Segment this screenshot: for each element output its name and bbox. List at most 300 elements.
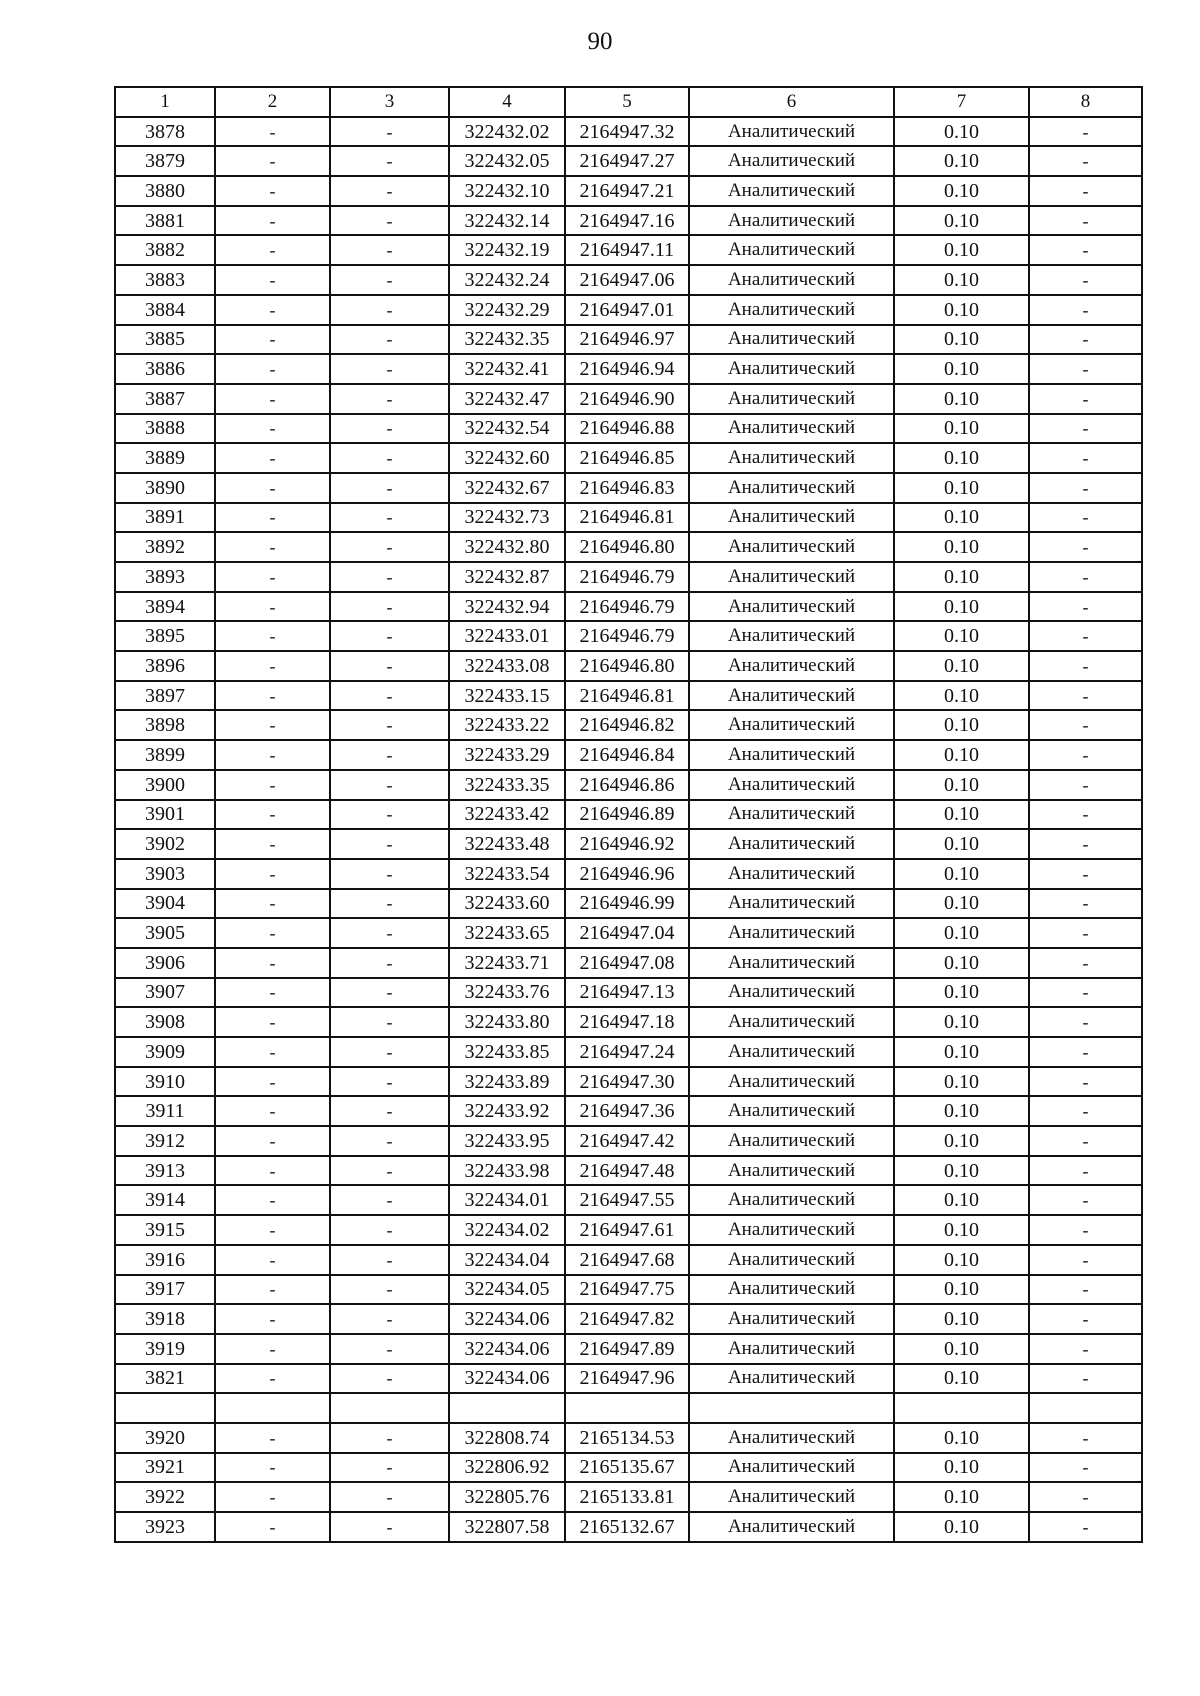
cell-col-8: -	[1029, 918, 1142, 948]
cell-accuracy: 0.10	[894, 265, 1029, 295]
cell-method: Аналитический	[689, 1334, 894, 1364]
cell-accuracy: 0.10	[894, 473, 1029, 503]
cell-point-number: 3915	[115, 1215, 215, 1245]
cell-col-3: -	[330, 1067, 449, 1097]
cell-point-number: 3912	[115, 1126, 215, 1156]
table-row	[115, 1215, 1142, 1245]
cell-col-3: -	[330, 1156, 449, 1186]
cell-method: Аналитический	[689, 384, 894, 414]
cell-col-8: -	[1029, 473, 1142, 503]
cell-y-coordinate: 2164946.79	[565, 562, 689, 592]
table-row	[115, 829, 1142, 859]
cell-x-coordinate: 322805.76	[449, 1482, 565, 1512]
cell-method: Аналитический	[689, 1304, 894, 1334]
cell-col-2: -	[215, 562, 330, 592]
cell-col-3: -	[330, 800, 449, 830]
cell-y-coordinate: 2164947.89	[565, 1334, 689, 1364]
cell-accuracy: 0.10	[894, 889, 1029, 919]
coordinates-table	[114, 86, 1143, 1543]
cell-method: Аналитический	[689, 1453, 894, 1483]
cell-col-2: -	[215, 473, 330, 503]
cell-accuracy: 0.10	[894, 1215, 1029, 1245]
cell-col-3: -	[330, 1423, 449, 1453]
cell-col-3: -	[330, 651, 449, 681]
table-row	[115, 325, 1142, 355]
cell-col-2: -	[215, 740, 330, 770]
cell-col-8: -	[1029, 206, 1142, 236]
cell-point-number: 3882	[115, 235, 215, 265]
cell-col-3	[330, 1393, 449, 1423]
cell-col-8: -	[1029, 295, 1142, 325]
cell-x-coordinate: 322433.35	[449, 770, 565, 800]
cell-col-3: -	[330, 1215, 449, 1245]
cell-col-3: -	[330, 1096, 449, 1126]
table-row	[115, 384, 1142, 414]
cell-y-coordinate: 2164946.96	[565, 859, 689, 889]
cell-col-8: -	[1029, 1512, 1142, 1542]
cell-point-number: 3909	[115, 1037, 215, 1067]
cell-accuracy: 0.10	[894, 1482, 1029, 1512]
cell-y-coordinate: 2164947.68	[565, 1245, 689, 1275]
cell-col-2: -	[215, 1334, 330, 1364]
table-body	[115, 117, 1142, 1542]
cell-col-2: -	[215, 1096, 330, 1126]
cell-col-2: -	[215, 176, 330, 206]
cell-method: Аналитический	[689, 146, 894, 176]
cell-col-2: -	[215, 1423, 330, 1453]
cell-point-number: 3889	[115, 443, 215, 473]
cell-method: Аналитический	[689, 206, 894, 236]
cell-col-3: -	[330, 295, 449, 325]
cell-col-8: -	[1029, 948, 1142, 978]
cell-y-coordinate: 2164946.83	[565, 473, 689, 503]
cell-y-coordinate: 2165132.67	[565, 1512, 689, 1542]
cell-col-2: -	[215, 859, 330, 889]
cell-accuracy: 0.10	[894, 710, 1029, 740]
cell-y-coordinate: 2165134.53	[565, 1423, 689, 1453]
cell-accuracy: 0.10	[894, 1037, 1029, 1067]
cell-method: Аналитический	[689, 1423, 894, 1453]
cell-x-coordinate: 322432.87	[449, 562, 565, 592]
cell-accuracy: 0.10	[894, 206, 1029, 236]
cell-y-coordinate: 2164947.08	[565, 948, 689, 978]
cell-method: Аналитический	[689, 1275, 894, 1305]
cell-y-coordinate: 2164947.21	[565, 176, 689, 206]
cell-x-coordinate: 322433.01	[449, 621, 565, 651]
table-row	[115, 295, 1142, 325]
cell-y-coordinate: 2164946.86	[565, 770, 689, 800]
cell-method: Аналитический	[689, 1126, 894, 1156]
cell-accuracy: 0.10	[894, 1185, 1029, 1215]
cell-col-2: -	[215, 443, 330, 473]
cell-col-3: -	[330, 681, 449, 711]
table-row	[115, 1364, 1142, 1394]
cell-col-2: -	[215, 681, 330, 711]
cell-point-number: 3883	[115, 265, 215, 295]
cell-col-8: -	[1029, 1482, 1142, 1512]
cell-accuracy: 0.10	[894, 621, 1029, 651]
cell-point-number: 3906	[115, 948, 215, 978]
cell-point-number: 3896	[115, 651, 215, 681]
cell-col-8: -	[1029, 443, 1142, 473]
cell-x-coordinate: 322433.48	[449, 829, 565, 859]
cell-col-2: -	[215, 710, 330, 740]
cell-accuracy: 0.10	[894, 592, 1029, 622]
cell-accuracy: 0.10	[894, 948, 1029, 978]
cell-y-coordinate: 2164947.42	[565, 1126, 689, 1156]
cell-col-2: -	[215, 1364, 330, 1394]
cell-method: Аналитический	[689, 1364, 894, 1394]
table-row	[115, 770, 1142, 800]
cell-col-8: -	[1029, 1067, 1142, 1097]
cell-col-2	[215, 1393, 330, 1423]
cell-x-coordinate: 322432.29	[449, 295, 565, 325]
cell-accuracy: 0.10	[894, 146, 1029, 176]
cell-accuracy: 0.10	[894, 1304, 1029, 1334]
cell-col-8: -	[1029, 740, 1142, 770]
cell-point-number: 3913	[115, 1156, 215, 1186]
cell-method: Аналитический	[689, 621, 894, 651]
cell-x-coordinate: 322434.04	[449, 1245, 565, 1275]
table-row	[115, 621, 1142, 651]
cell-col-8: -	[1029, 1156, 1142, 1186]
cell-col-8: -	[1029, 1245, 1142, 1275]
cell-y-coordinate: 2164947.61	[565, 1215, 689, 1245]
cell-y-coordinate: 2164947.16	[565, 206, 689, 236]
cell-accuracy: 0.10	[894, 354, 1029, 384]
cell-x-coordinate: 322432.05	[449, 146, 565, 176]
cell-accuracy	[894, 1393, 1029, 1423]
cell-y-coordinate: 2164946.85	[565, 443, 689, 473]
cell-accuracy: 0.10	[894, 532, 1029, 562]
cell-y-coordinate	[565, 1393, 689, 1423]
cell-col-2: -	[215, 206, 330, 236]
cell-y-coordinate: 2164946.90	[565, 384, 689, 414]
cell-method: Аналитический	[689, 1245, 894, 1275]
cell-point-number: 3880	[115, 176, 215, 206]
cell-accuracy: 0.10	[894, 1007, 1029, 1037]
cell-point-number: 3894	[115, 592, 215, 622]
cell-col-8	[1029, 1393, 1142, 1423]
table-row	[115, 859, 1142, 889]
cell-col-3: -	[330, 710, 449, 740]
cell-col-8: -	[1029, 1364, 1142, 1394]
cell-point-number: 3899	[115, 740, 215, 770]
cell-accuracy: 0.10	[894, 1275, 1029, 1305]
cell-col-2: -	[215, 918, 330, 948]
cell-y-coordinate: 2164946.92	[565, 829, 689, 859]
cell-col-8: -	[1029, 829, 1142, 859]
cell-point-number: 3923	[115, 1512, 215, 1542]
table-row	[115, 1126, 1142, 1156]
cell-accuracy: 0.10	[894, 117, 1029, 147]
cell-col-8: -	[1029, 176, 1142, 206]
table-row	[115, 1185, 1142, 1215]
cell-col-2: -	[215, 1304, 330, 1334]
cell-y-coordinate: 2164946.97	[565, 325, 689, 355]
cell-method: Аналитический	[689, 710, 894, 740]
cell-x-coordinate: 322434.06	[449, 1364, 565, 1394]
cell-point-number: 3885	[115, 325, 215, 355]
cell-method: Аналитический	[689, 265, 894, 295]
cell-method: Аналитический	[689, 532, 894, 562]
cell-method: Аналитический	[689, 859, 894, 889]
table-row	[115, 1334, 1142, 1364]
table-row	[115, 918, 1142, 948]
cell-point-number: 3921	[115, 1453, 215, 1483]
cell-col-8: -	[1029, 770, 1142, 800]
cell-col-8: -	[1029, 1037, 1142, 1067]
cell-x-coordinate: 322432.14	[449, 206, 565, 236]
cell-y-coordinate: 2164946.80	[565, 532, 689, 562]
cell-col-8: -	[1029, 1215, 1142, 1245]
cell-col-3: -	[330, 503, 449, 533]
cell-col-3: -	[330, 592, 449, 622]
cell-x-coordinate: 322432.60	[449, 443, 565, 473]
cell-col-3: -	[330, 621, 449, 651]
table-row	[115, 1304, 1142, 1334]
cell-y-coordinate: 2164947.48	[565, 1156, 689, 1186]
cell-method: Аналитический	[689, 473, 894, 503]
cell-method: Аналитический	[689, 829, 894, 859]
cell-col-8: -	[1029, 1275, 1142, 1305]
cell-method: Аналитический	[689, 443, 894, 473]
cell-x-coordinate: 322806.92	[449, 1453, 565, 1483]
table-row	[115, 176, 1142, 206]
cell-col-2: -	[215, 265, 330, 295]
cell-point-number: 3920	[115, 1423, 215, 1453]
cell-y-coordinate: 2164946.79	[565, 592, 689, 622]
cell-col-3: -	[330, 1304, 449, 1334]
cell-y-coordinate: 2165133.81	[565, 1482, 689, 1512]
cell-col-2: -	[215, 621, 330, 651]
cell-col-3: -	[330, 384, 449, 414]
cell-col-3: -	[330, 1334, 449, 1364]
cell-y-coordinate: 2164947.13	[565, 978, 689, 1008]
cell-point-number: 3886	[115, 354, 215, 384]
cell-col-2: -	[215, 503, 330, 533]
cell-point-number: 3878	[115, 117, 215, 147]
cell-col-2: -	[215, 1512, 330, 1542]
cell-method: Аналитический	[689, 681, 894, 711]
cell-point-number: 3910	[115, 1067, 215, 1097]
cell-y-coordinate: 2164946.80	[565, 651, 689, 681]
cell-method: Аналитический	[689, 948, 894, 978]
cell-x-coordinate: 322433.71	[449, 948, 565, 978]
cell-method: Аналитический	[689, 592, 894, 622]
cell-method: Аналитический	[689, 176, 894, 206]
cell-x-coordinate: 322433.95	[449, 1126, 565, 1156]
cell-x-coordinate: 322432.54	[449, 414, 565, 444]
cell-point-number: 3898	[115, 710, 215, 740]
cell-accuracy: 0.10	[894, 829, 1029, 859]
table-row	[115, 1482, 1142, 1512]
cell-y-coordinate: 2164947.96	[565, 1364, 689, 1394]
cell-col-3: -	[330, 117, 449, 147]
cell-accuracy: 0.10	[894, 325, 1029, 355]
cell-x-coordinate	[449, 1393, 565, 1423]
table-row	[115, 117, 1142, 147]
cell-x-coordinate: 322433.29	[449, 740, 565, 770]
cell-col-8: -	[1029, 562, 1142, 592]
cell-method: Аналитический	[689, 1156, 894, 1186]
cell-col-3: -	[330, 1453, 449, 1483]
table-row	[115, 651, 1142, 681]
cell-col-8: -	[1029, 146, 1142, 176]
cell-accuracy: 0.10	[894, 770, 1029, 800]
cell-method: Аналитический	[689, 1185, 894, 1215]
table-row	[115, 1007, 1142, 1037]
cell-x-coordinate: 322432.35	[449, 325, 565, 355]
cell-point-number: 3881	[115, 206, 215, 236]
cell-y-coordinate: 2164947.75	[565, 1275, 689, 1305]
cell-col-8: -	[1029, 1096, 1142, 1126]
cell-point-number: 3903	[115, 859, 215, 889]
cell-x-coordinate: 322432.67	[449, 473, 565, 503]
cell-method: Аналитический	[689, 235, 894, 265]
cell-col-3: -	[330, 146, 449, 176]
table-row	[115, 710, 1142, 740]
cell-col-3: -	[330, 354, 449, 384]
cell-method: Аналитический	[689, 354, 894, 384]
cell-method: Аналитический	[689, 1482, 894, 1512]
cell-col-2: -	[215, 1215, 330, 1245]
table-row	[115, 1067, 1142, 1097]
cell-accuracy: 0.10	[894, 978, 1029, 1008]
cell-x-coordinate: 322432.10	[449, 176, 565, 206]
table-row	[115, 1037, 1142, 1067]
cell-x-coordinate: 322433.76	[449, 978, 565, 1008]
cell-point-number	[115, 1393, 215, 1423]
cell-x-coordinate: 322433.22	[449, 710, 565, 740]
cell-accuracy: 0.10	[894, 681, 1029, 711]
cell-col-8: -	[1029, 621, 1142, 651]
cell-accuracy: 0.10	[894, 1245, 1029, 1275]
cell-col-8: -	[1029, 1007, 1142, 1037]
cell-y-coordinate: 2164947.04	[565, 918, 689, 948]
cell-col-3: -	[330, 1275, 449, 1305]
cell-y-coordinate: 2164947.24	[565, 1037, 689, 1067]
table-row	[115, 354, 1142, 384]
header-cell-2: 2	[215, 87, 330, 117]
cell-col-8: -	[1029, 1185, 1142, 1215]
cell-y-coordinate: 2164946.88	[565, 414, 689, 444]
cell-col-3: -	[330, 740, 449, 770]
table-row	[115, 1275, 1142, 1305]
header-cell-6: 6	[689, 87, 894, 117]
cell-x-coordinate: 322432.80	[449, 532, 565, 562]
cell-method: Аналитический	[689, 325, 894, 355]
cell-col-3: -	[330, 1512, 449, 1542]
cell-col-8: -	[1029, 235, 1142, 265]
cell-col-2: -	[215, 592, 330, 622]
cell-accuracy: 0.10	[894, 1067, 1029, 1097]
cell-accuracy: 0.10	[894, 503, 1029, 533]
cell-point-number: 3901	[115, 800, 215, 830]
cell-col-8: -	[1029, 532, 1142, 562]
cell-accuracy: 0.10	[894, 800, 1029, 830]
cell-y-coordinate: 2164946.89	[565, 800, 689, 830]
cell-col-8: -	[1029, 354, 1142, 384]
cell-point-number: 3890	[115, 473, 215, 503]
cell-point-number: 3888	[115, 414, 215, 444]
cell-col-3: -	[330, 325, 449, 355]
cell-point-number: 3900	[115, 770, 215, 800]
cell-y-coordinate: 2164946.99	[565, 889, 689, 919]
table-row	[115, 265, 1142, 295]
cell-col-8: -	[1029, 710, 1142, 740]
cell-col-2: -	[215, 1453, 330, 1483]
cell-point-number: 3911	[115, 1096, 215, 1126]
cell-col-8: -	[1029, 592, 1142, 622]
cell-point-number: 3907	[115, 978, 215, 1008]
cell-method: Аналитический	[689, 651, 894, 681]
cell-y-coordinate: 2164947.18	[565, 1007, 689, 1037]
cell-col-3: -	[330, 1185, 449, 1215]
cell-accuracy: 0.10	[894, 1423, 1029, 1453]
cell-method: Аналитический	[689, 503, 894, 533]
cell-accuracy: 0.10	[894, 384, 1029, 414]
table-row	[115, 235, 1142, 265]
cell-method: Аналитический	[689, 918, 894, 948]
cell-method: Аналитический	[689, 978, 894, 1008]
cell-method: Аналитический	[689, 1096, 894, 1126]
cell-accuracy: 0.10	[894, 1512, 1029, 1542]
cell-point-number: 3821	[115, 1364, 215, 1394]
cell-col-8: -	[1029, 1334, 1142, 1364]
cell-point-number: 3895	[115, 621, 215, 651]
cell-col-2: -	[215, 295, 330, 325]
table-row	[115, 740, 1142, 770]
cell-point-number: 3914	[115, 1185, 215, 1215]
cell-accuracy: 0.10	[894, 414, 1029, 444]
cell-col-8: -	[1029, 651, 1142, 681]
cell-y-coordinate: 2164946.82	[565, 710, 689, 740]
cell-accuracy: 0.10	[894, 1453, 1029, 1483]
cell-accuracy: 0.10	[894, 918, 1029, 948]
cell-x-coordinate: 322434.02	[449, 1215, 565, 1245]
cell-x-coordinate: 322434.01	[449, 1185, 565, 1215]
cell-col-3: -	[330, 889, 449, 919]
cell-col-2: -	[215, 1156, 330, 1186]
header-cell-5: 5	[565, 87, 689, 117]
cell-accuracy: 0.10	[894, 1096, 1029, 1126]
cell-col-2: -	[215, 235, 330, 265]
table-row	[115, 889, 1142, 919]
cell-col-3: -	[330, 978, 449, 1008]
cell-point-number: 3891	[115, 503, 215, 533]
cell-point-number: 3905	[115, 918, 215, 948]
header-cell-1: 1	[115, 87, 215, 117]
table-row	[115, 503, 1142, 533]
cell-col-8: -	[1029, 681, 1142, 711]
cell-y-coordinate: 2164947.11	[565, 235, 689, 265]
cell-x-coordinate: 322434.06	[449, 1334, 565, 1364]
cell-col-3: -	[330, 473, 449, 503]
cell-point-number: 3893	[115, 562, 215, 592]
cell-y-coordinate: 2164947.06	[565, 265, 689, 295]
cell-x-coordinate: 322433.42	[449, 800, 565, 830]
cell-point-number: 3902	[115, 829, 215, 859]
cell-col-8: -	[1029, 889, 1142, 919]
cell-col-8: -	[1029, 1423, 1142, 1453]
cell-method: Аналитический	[689, 1037, 894, 1067]
table-row	[115, 948, 1142, 978]
cell-x-coordinate: 322433.65	[449, 918, 565, 948]
cell-accuracy: 0.10	[894, 562, 1029, 592]
cell-method: Аналитический	[689, 562, 894, 592]
cell-col-2: -	[215, 978, 330, 1008]
